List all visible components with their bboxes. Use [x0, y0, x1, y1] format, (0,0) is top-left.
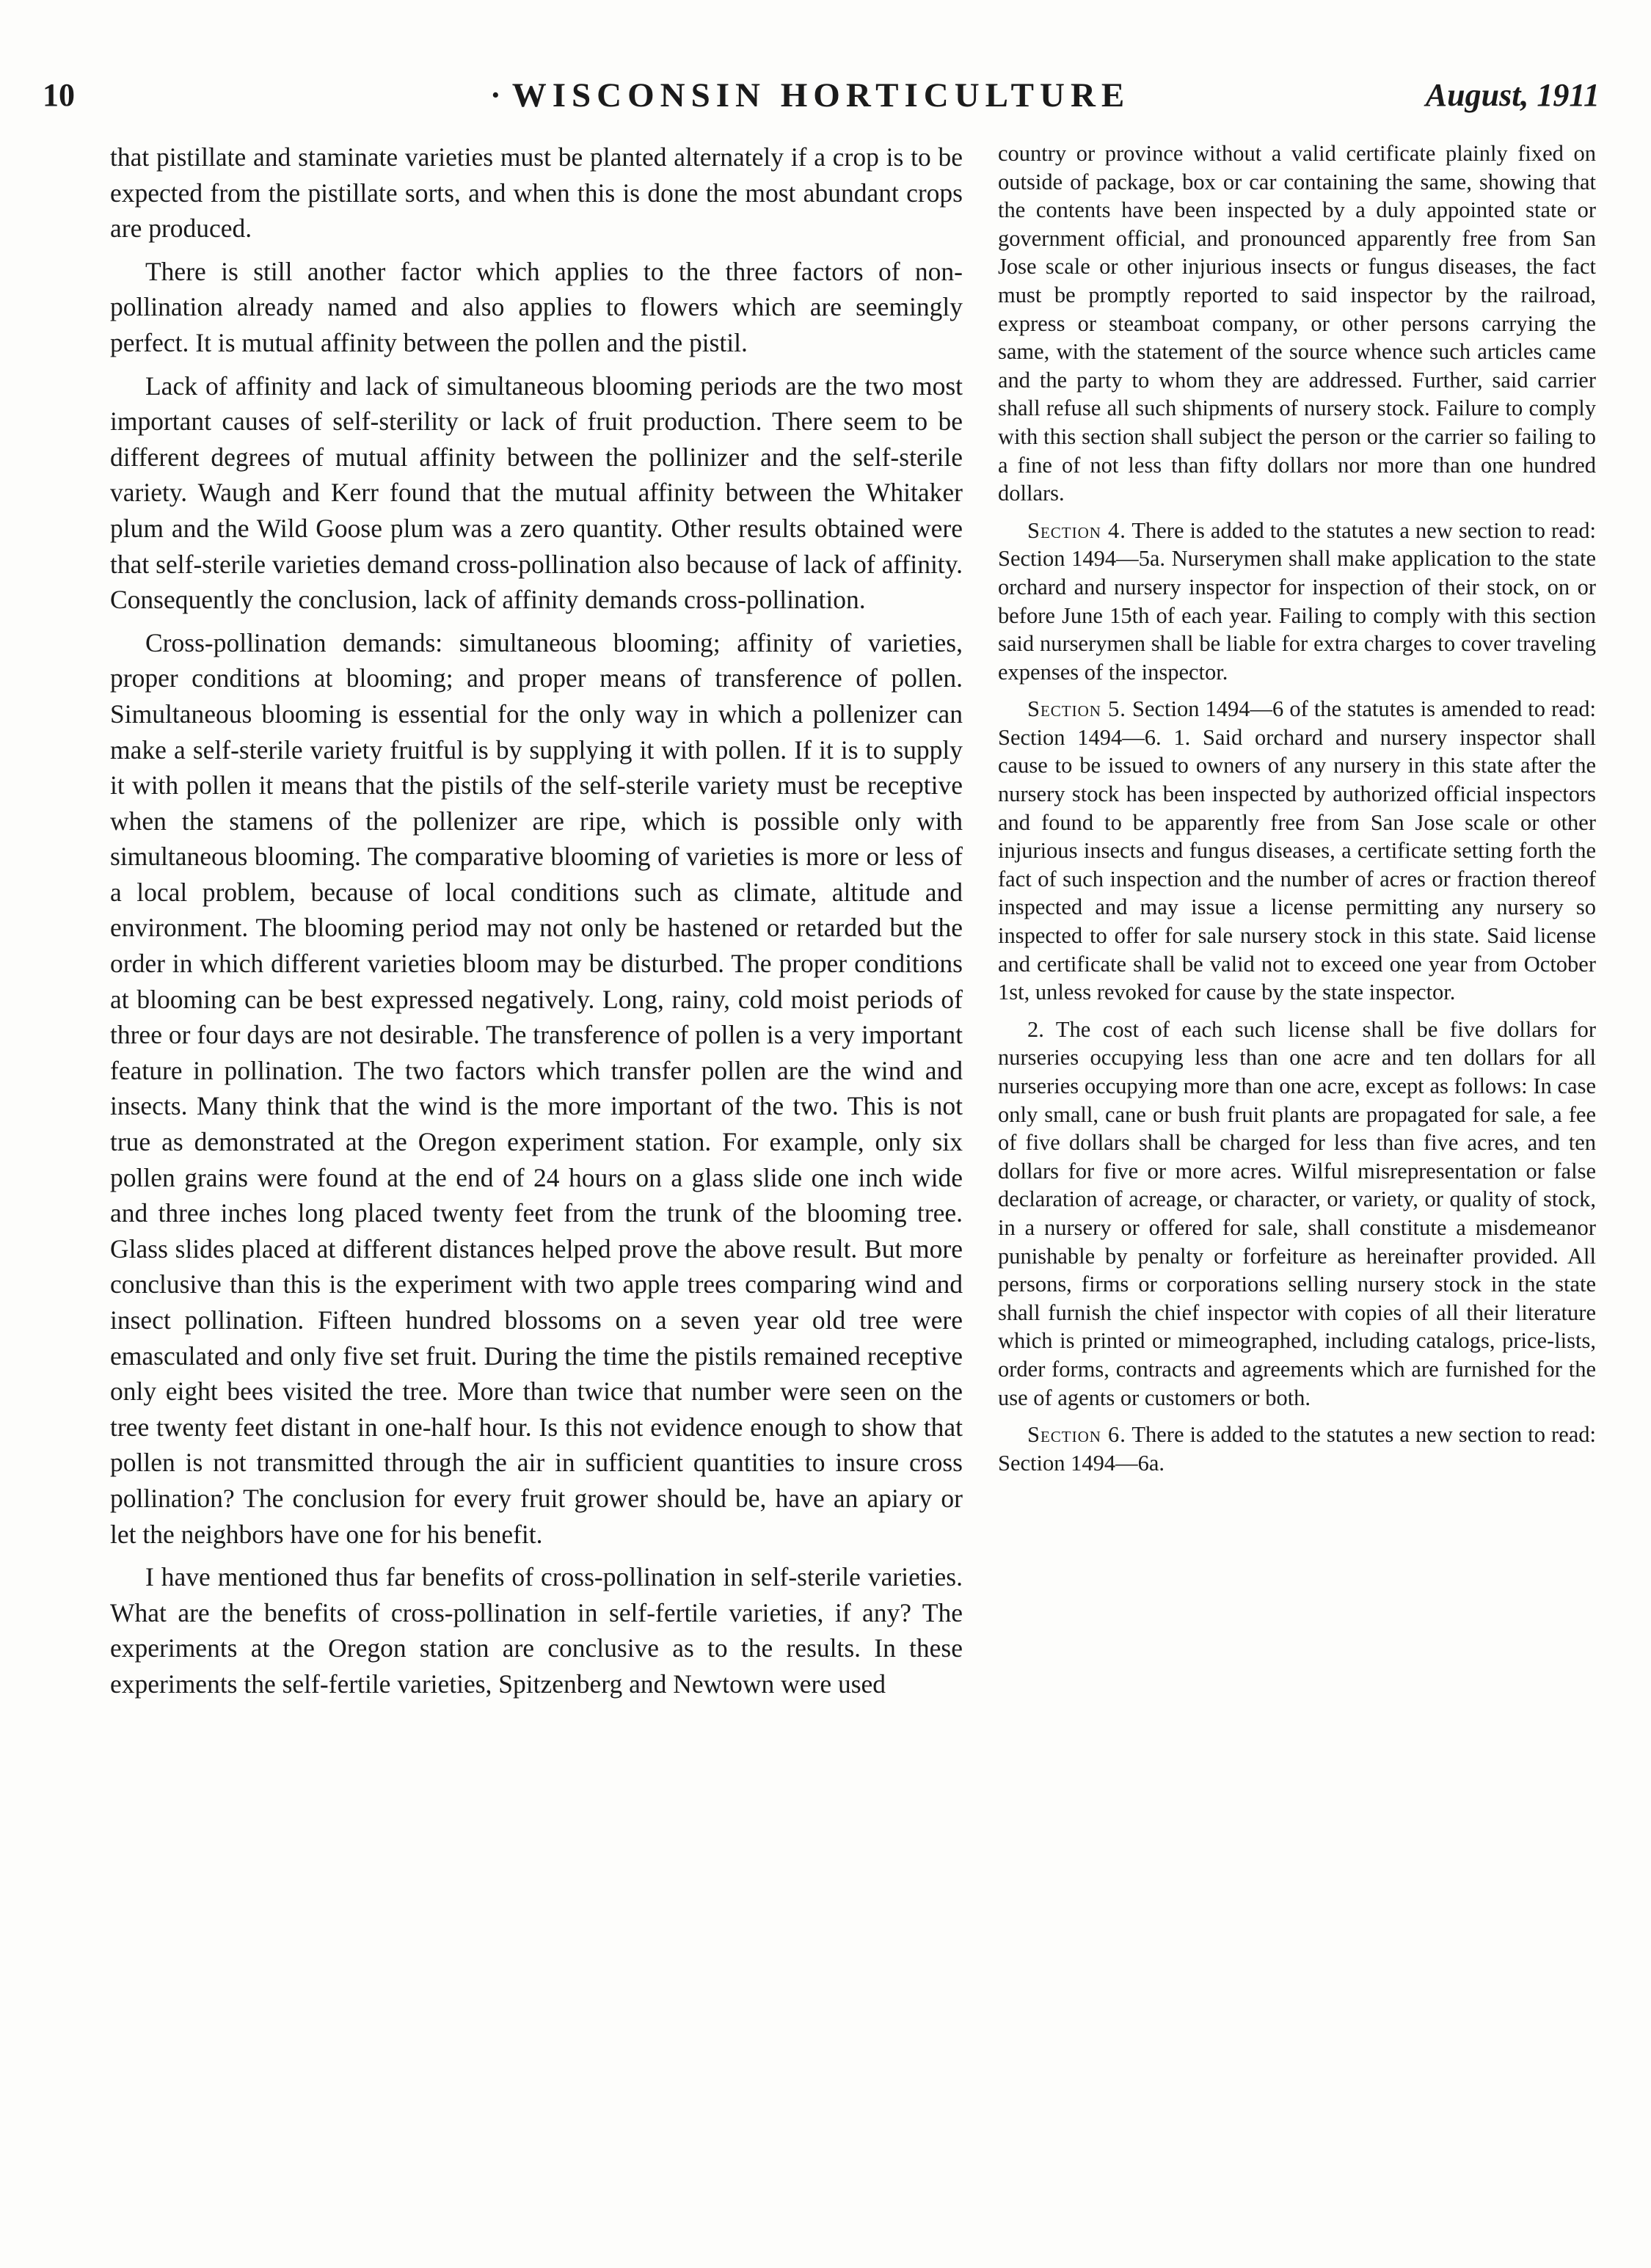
- left-paragraph: Lack of affinity and lack of simultaneous blooming periods are the two most important causes of self-sterility or lack of fruit production. There seem to be different degrees of mutual affinity between the pollinizer and the self-sterile variety. Waugh and Kerr found that the mutual affinity between the Whitaker plum and the Wild Goose plum was a zero quantity. Other results obtained were that self-sterile varieties demand cross-pollination also because of lack of affinity. Consequently the conclusion, lack of affinity demands cross-pollination.: [110, 371, 963, 615]
- section-heading: Section 6.: [1027, 1422, 1126, 1448]
- page-header: [43, 72, 1600, 119]
- right-paragraph-section-5: [998, 695, 1596, 1007]
- right-paragraph: [998, 1016, 1596, 1412]
- left-paragraph: There is still another factor which applies to the three factors of non-pollination already named and also applies to flowers which are seemingly perfect. It is mutual affinity between the pollen and the pistil.: [110, 256, 963, 357]
- header-separator: ·: [490, 77, 501, 113]
- right-paragraph-section-6: [998, 1421, 1596, 1477]
- paragraph-text: 2. The cost of each such license shall be five dollars for nurseries occupying less than one acre and ten dollars for all nurseries occupying more than one acre, except as follows: In case only small, cane or bush fruit plants are propagated for sale, a fee of five dollars shall be charged for less than five acres, and ten dollars for five or more acres. Wilful misrepresentation or false declaration of acreage, or character, or variety, or quality of stock, in a nursery or offered for sale, shall constitute a misdemeanor punishable by penalty or forfeiture as hereinafter provided. All persons, firms or corporations selling nursery stock in the state shall furnish the chief inspector with copies of all their literature which is printed or mimeographed, including catalogs, price-lists, order forms, contracts and agreements which are furnished for the use of agents or customers or both.: [998, 1016, 1596, 1410]
- paragraph-text: country or province without a valid certificate plainly fixed on outside of package, box or car containing the same, showing that the contents have been inspected by a duly appointed state or government official, and pronounced apparently free from San Jose scale or other injurious insects or fungus diseases, the fact must be promptly reported to said inspector by the railroad, express or steamboat company, or other persons carrying the same, with the statement of the source whence such articles came and the party to whom they are addressed. Further, said carrier shall refuse all such shipments of nursery stock. Failure to comply with this section shall subject the person or the carrier so failing to a fine of not less than fifty dollars nor more than one hundred dollars.: [998, 141, 1596, 506]
- left-paragraph: Cross-pollination demands: simultaneous blooming; affinity of varieties, proper conditions at blooming; and proper means of transference of pollen. Simultaneous blooming is essential for the only way in which a pollenizer can make a self-sterile variety fruitful is by supplying it with pollen. If it is to supply it with pollen it means that the pistils of the self-sterile variety must be receptive when the stamens of the pollenizer are ripe, which is possible only with simultaneous blooming. The comparative blooming of varieties is more or less of a local problem, because of local conditions such as climate, altitude and environment. The blooming period may not only be hastened or retarded but the order in which different varieties bloom may be disturbed. The proper conditions at blooming can be best expressed negatively. Long, rainy, cold moist periods of three or four days are not desirable. The transference of pollen is a very important feature in pollination. The two factors which transfer pollen are the wind and insects. Many think that the wind is the more important of the two. This is not true as demonstrated at the Oregon experiment station. For example, only six pollen grains were found at the end of 24 hours on a glass slide one inch wide and three inches long placed twenty feet from the trunk of the blooming tree. Glass slides placed at different distances helped prove the above result. But more conclusive than this is the experiment with two apple trees comparing wind and insect pollination. Fifteen hundred blossoms on a seven year old tree were emasculated and only five set fruit. During the time the pistils remained receptive only eight bees visited the tree. More than twice that number were seen on the tree twenty feet distant in one-half hour. Is this not evidence enough to show that pollen is not transmitted through the air in sufficient quantities to insure cross pollination? The conclusion for every fruit grower should be, have an apiary or let the neighbors have one for his benefit.: [110, 627, 963, 1549]
- section-heading: Section 4.: [1027, 517, 1126, 543]
- right-paragraph: [998, 139, 1596, 508]
- right-column: [998, 139, 1596, 1486]
- paragraph-text: There is added to the statutes a new section to read: Section 1494—5a. Nurserymen shall make application to the state orchard and nursery inspector for inspection of their stock, on or before June 15th of each year. Failing to comply with this section said nurserymen shall be liable for extra charges to cover traveling expenses of the inspector.: [998, 517, 1596, 685]
- journal-title: WISCONSIN HORTICULTURE: [511, 76, 1131, 114]
- issue-date: August, 1911: [1425, 77, 1600, 113]
- paragraph-text: Section 1494—6 of the statutes is amended to read: Section 1494—6. 1. Said orchard and nursery inspector shall cause to be issued to owners of any nursery in this state after the nursery stock has been inspected by authorized official inspectors and found to be apparently free from San Jose scale or other injurious insects and fungus diseases, a certificate setting forth the fact of such inspection and the number of acres or fraction thereof inspected and may issue a license permitting any nursery so inspected to offer for sale nursery stock in this state. Said license and certificate shall be valid not to exceed one year from October 1st, unless revoked for cause by the state inspector.: [998, 696, 1597, 1005]
- left-column: [110, 139, 963, 1710]
- right-paragraph-section-4: [998, 517, 1596, 687]
- paragraph-text: There is added to the statutes a new section to read: Section 1494—6a.: [998, 1422, 1596, 1476]
- page-number: 10: [43, 77, 75, 113]
- left-paragraph: I have mentioned thus far benefits of cross-pollination in self-sterile varieties. What are the benefits of cross-pollination in self-fertile varieties, if any? The experiments at the Oregon station are conclusive as to the results. In these experiments the self-fertile varieties, Spitzenberg and Newtown were used: [110, 1562, 963, 1699]
- section-heading: Section 5.: [1027, 696, 1126, 722]
- left-paragraph: that pistillate and staminate varieties must be planted alternately if a crop is to be expected from the pistillate sorts, and when this is done the most abundant crops are produced.: [110, 142, 963, 244]
